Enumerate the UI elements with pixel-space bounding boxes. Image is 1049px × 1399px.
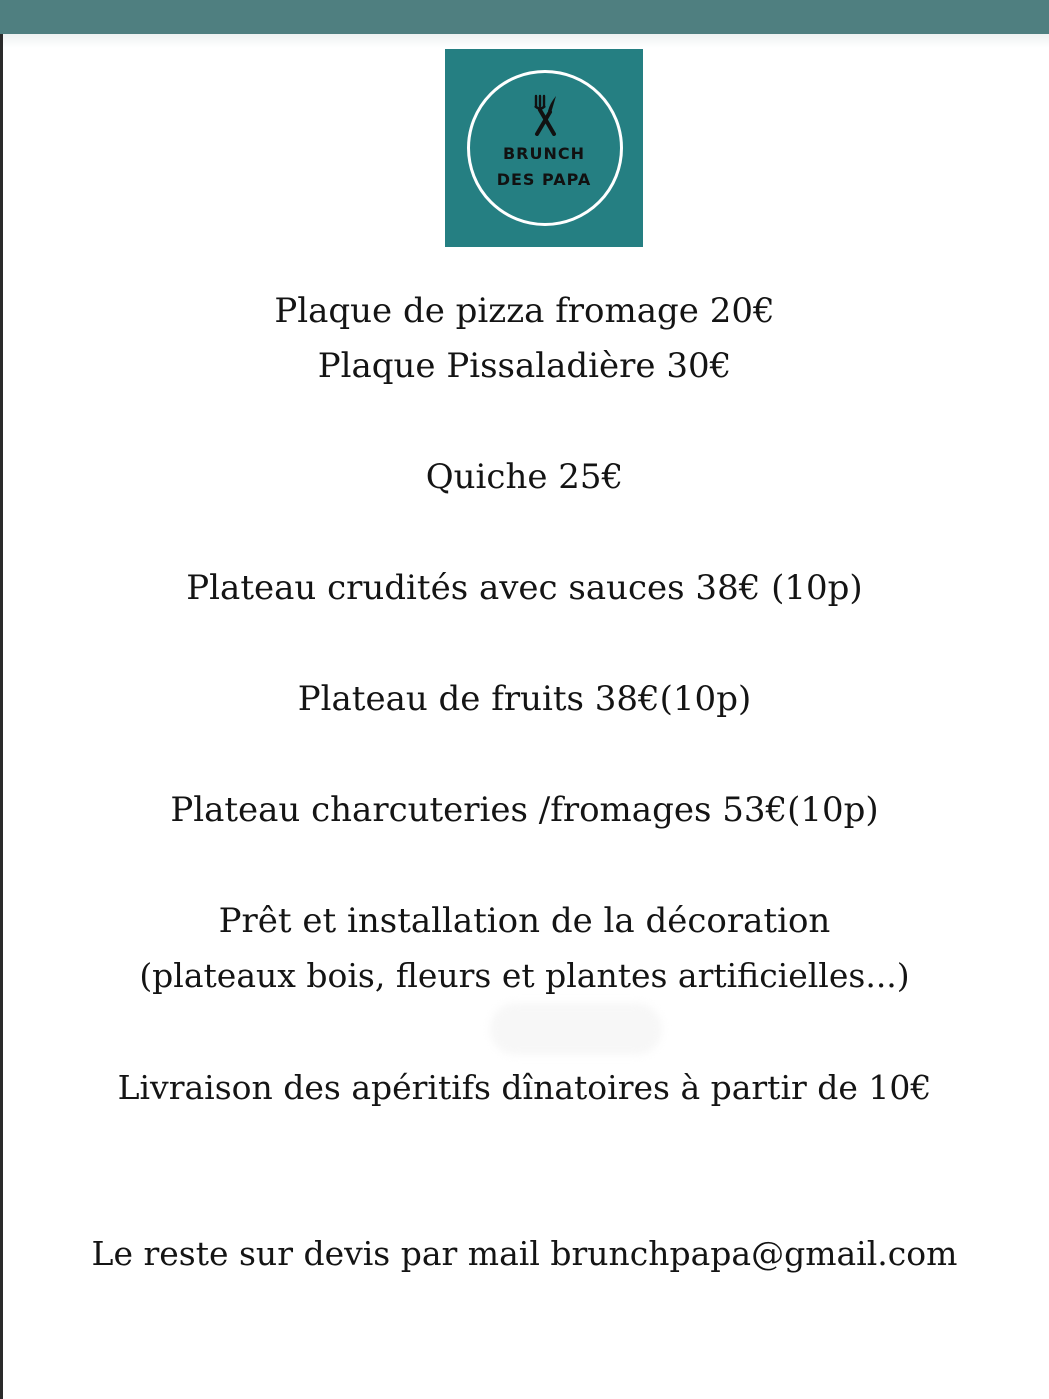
menu-item-crudites: Plateau crudités avec sauces 38€ (10p) (186, 568, 863, 608)
top-bar (0, 0, 1049, 34)
fork-knife-icon (530, 94, 562, 136)
menu-item-quiche: Quiche 25€ (425, 457, 624, 497)
blurred-overlay (490, 1003, 662, 1055)
logo-text-line2: DES PAPA (496, 170, 592, 189)
menu-item-charcuteries: Plateau charcuteries /fromages 53€(10p) (170, 790, 879, 830)
delivery-info: Livraison des apéritifs dînatoires à partir de 10€ (117, 1068, 932, 1107)
decoration-line-2: (plateaux bois, fleurs et plantes artificielles...) (139, 956, 910, 995)
decoration-line-1: Prêt et installation de la décoration (218, 901, 831, 941)
brand-logo (445, 49, 643, 247)
menu-item-pissaladiere: Plaque Pissaladière 30€ (317, 346, 732, 386)
top-shadow (3, 34, 1049, 48)
contact-info: Le reste sur devis par mail brunchpapa@gmail.com (91, 1234, 958, 1273)
logo-text-line1: BRUNCH (502, 144, 586, 163)
menu-item-pizza: Plaque de pizza fromage 20€ (274, 291, 775, 331)
menu-item-fruits: Plateau de fruits 38€(10p) (297, 679, 752, 719)
